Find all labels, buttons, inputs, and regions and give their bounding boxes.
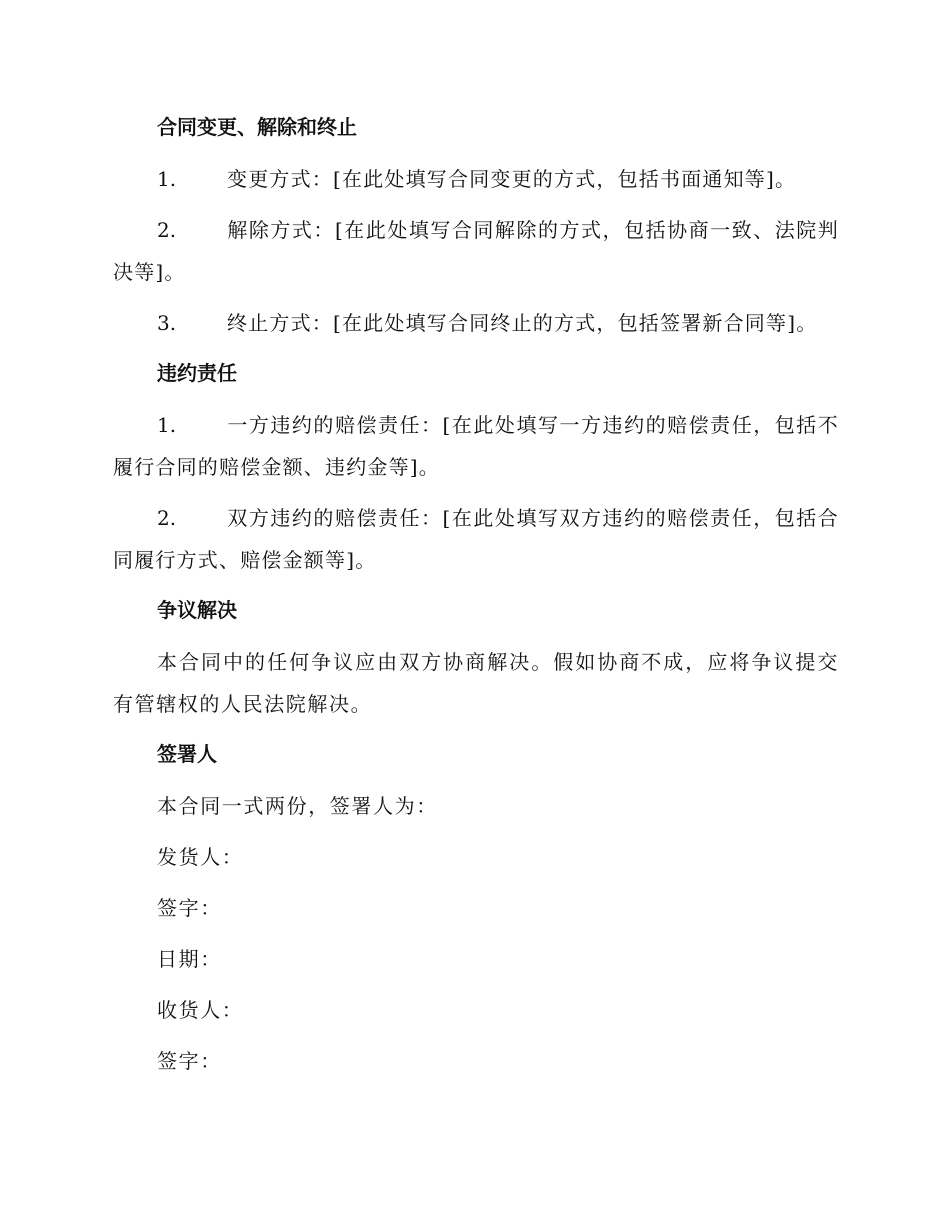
section-heading-signatories: 签署人 xyxy=(157,742,217,766)
shipper-signature-label: 签字： xyxy=(157,896,222,920)
list-item xyxy=(113,404,839,488)
section-heading-change: 合同变更、解除和终止 xyxy=(157,115,357,139)
list-item-text: 解除方式：[在此处填写合同解除的方式，包括协商一致、法院判决等]。 xyxy=(113,218,839,284)
list-item-text: 一方违约的赔偿责任：[在此处填写一方违约的赔偿责任，包括不履行合同的赔偿金额、违约金等]。 xyxy=(113,413,839,479)
consignee-signature-label: 签字： xyxy=(157,1049,222,1073)
list-item-text: 终止方式：[在此处填写合同终止的方式，包括签署新合同等]。 xyxy=(227,311,818,335)
section-heading-breach: 违约责任 xyxy=(157,361,237,385)
signatories-intro: 本合同一式两份，签署人为： xyxy=(157,794,438,818)
section-heading-dispute: 争议解决 xyxy=(157,598,237,622)
list-item xyxy=(113,158,839,200)
list-item-text: 双方违约的赔偿责任：[在此处填写双方违约的赔偿责任，包括合同履行方式、赔偿金额等]。 xyxy=(113,506,839,572)
list-item xyxy=(113,497,839,581)
list-item-number: 1. xyxy=(157,167,177,191)
date-label: 日期： xyxy=(157,947,222,971)
shipper-label: 发货人： xyxy=(157,845,244,869)
dispute-paragraph: 本合同中的任何争议应由双方协商解决。假如协商不成，应将争议提交有管辖权的人民法院解决。 xyxy=(113,650,839,716)
list-item xyxy=(113,209,839,293)
list-item-number: 3. xyxy=(157,311,177,335)
list-item xyxy=(113,302,839,344)
consignee-label: 收货人： xyxy=(157,998,244,1022)
list-item-number: 2. xyxy=(157,218,177,242)
list-item-number: 1. xyxy=(157,413,177,437)
document-body xyxy=(113,107,839,1091)
list-item-text: 变更方式：[在此处填写合同变更的方式，包括书面通知等]。 xyxy=(227,167,797,191)
list-item-number: 2. xyxy=(157,506,177,530)
